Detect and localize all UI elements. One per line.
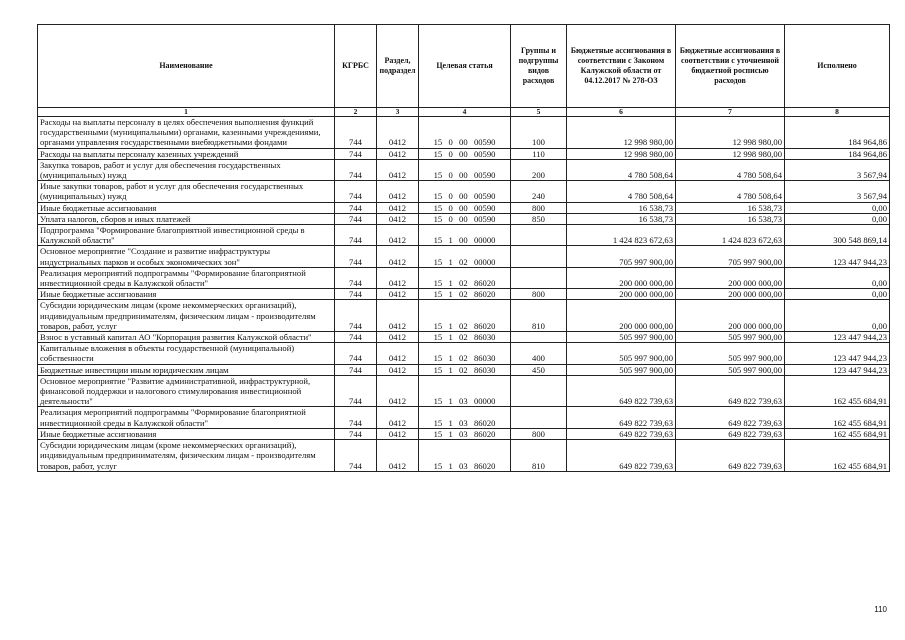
cell-executed: 162 455 684,91 [785,428,890,439]
cell-executed: 184 964,86 [785,117,890,149]
cell-approved: 12 998 980,00 [567,117,676,149]
cell-approved: 649 822 739,63 [567,428,676,439]
cell-kgrbs: 744 [335,159,377,180]
cell-executed: 3 567,94 [785,159,890,180]
cell-group [511,225,567,246]
cell-refined: 1 424 823 672,63 [676,225,785,246]
column-number: 4 [419,108,511,117]
cell-group: 100 [511,117,567,149]
cell-kgrbs: 744 [335,148,377,159]
column-number: 2 [335,108,377,117]
cell-name: Иные бюджетные ассигнования [38,428,335,439]
cell-refined: 649 822 739,63 [676,407,785,428]
cell-group: 110 [511,148,567,159]
table-row [38,440,890,472]
cell-group [511,375,567,407]
cell-name: Основное мероприятие "Развитие административной, инфраструктурной, финансовой поддержки и налогового стимулирования инвестиционной деятельности" [38,375,335,407]
cell-section: 0412 [377,289,419,300]
cell-refined: 16 538,73 [676,213,785,224]
cell-target: 15 1 02 86030 [419,332,511,343]
cell-name: Иные бюджетные ассигнования [38,202,335,213]
cell-target: 15 1 02 86020 [419,300,511,332]
cell-target: 15 1 02 00000 [419,246,511,267]
header-executed: Исполнено [785,25,890,108]
cell-group: 200 [511,159,567,180]
cell-group: 800 [511,428,567,439]
budget-table [37,24,890,472]
cell-approved: 505 997 900,00 [567,343,676,364]
cell-section: 0412 [377,117,419,149]
cell-approved: 12 998 980,00 [567,148,676,159]
cell-executed: 162 455 684,91 [785,375,890,407]
cell-section: 0412 [377,159,419,180]
cell-name: Капитальные вложения в объекты государственной (муниципальной) собственности [38,343,335,364]
column-number: 6 [567,108,676,117]
cell-group: 810 [511,440,567,472]
cell-refined: 12 998 980,00 [676,148,785,159]
cell-refined: 505 997 900,00 [676,332,785,343]
cell-name: Иные бюджетные ассигнования [38,289,335,300]
cell-group: 810 [511,300,567,332]
cell-kgrbs: 744 [335,375,377,407]
cell-approved: 505 997 900,00 [567,332,676,343]
cell-target: 15 1 02 86020 [419,267,511,288]
cell-executed: 123 447 944,23 [785,343,890,364]
cell-name: Реализация мероприятий подпрограммы "Формирование благоприятной инвестиционной среды в Калужской области" [38,407,335,428]
cell-target: 15 1 02 86030 [419,343,511,364]
cell-group: 450 [511,364,567,375]
cell-refined: 649 822 739,63 [676,440,785,472]
cell-group: 240 [511,181,567,202]
cell-group: 850 [511,213,567,224]
cell-refined: 649 822 739,63 [676,375,785,407]
table-row [38,159,890,180]
cell-name: Субсидии юридическим лицам (кроме некоммерческих организаций), индивидуальным предпринимателям, физическим лицам - производителям товаров, работ, услуг [38,300,335,332]
cell-refined: 505 997 900,00 [676,343,785,364]
cell-name: Основное мероприятие "Создание и развитие инфраструктуры индустриальных парков и особых экономических зон" [38,246,335,267]
cell-refined: 200 000 000,00 [676,267,785,288]
cell-name: Расходы на выплаты персоналу казенных учреждений [38,148,335,159]
cell-kgrbs: 744 [335,246,377,267]
cell-name: Закупка товаров, работ и услуг для обеспечения государственных (муниципальных) нужд [38,159,335,180]
cell-section: 0412 [377,364,419,375]
cell-refined: 200 000 000,00 [676,300,785,332]
cell-executed: 0,00 [785,267,890,288]
cell-target: 15 1 03 86020 [419,440,511,472]
cell-section: 0412 [377,225,419,246]
cell-target: 15 1 02 86020 [419,289,511,300]
cell-approved: 4 780 508,64 [567,159,676,180]
cell-kgrbs: 744 [335,267,377,288]
cell-section: 0412 [377,343,419,364]
cell-section: 0412 [377,181,419,202]
cell-target: 15 0 00 00590 [419,148,511,159]
cell-kgrbs: 744 [335,202,377,213]
cell-executed: 0,00 [785,289,890,300]
cell-section: 0412 [377,246,419,267]
header-section: Раздел, подраздел [377,25,419,108]
cell-target: 15 0 00 00590 [419,159,511,180]
cell-approved: 200 000 000,00 [567,267,676,288]
column-number: 1 [38,108,335,117]
table-row [38,246,890,267]
cell-group [511,332,567,343]
cell-executed: 123 447 944,23 [785,332,890,343]
column-number: 8 [785,108,890,117]
table-row [38,428,890,439]
cell-section: 0412 [377,332,419,343]
cell-name: Субсидии юридическим лицам (кроме некоммерческих организаций), индивидуальным предпринимателям, физическим лицам - производителям товаров, работ, услуг [38,440,335,472]
column-number-row [38,108,890,117]
cell-kgrbs: 744 [335,428,377,439]
cell-approved: 200 000 000,00 [567,289,676,300]
cell-target: 15 0 00 00590 [419,213,511,224]
cell-approved: 1 424 823 672,63 [567,225,676,246]
table-row [38,343,890,364]
cell-target: 15 1 03 00000 [419,375,511,407]
cell-kgrbs: 744 [335,364,377,375]
table-row [38,300,890,332]
cell-group: 800 [511,289,567,300]
cell-kgrbs: 744 [335,289,377,300]
cell-approved: 200 000 000,00 [567,300,676,332]
cell-section: 0412 [377,300,419,332]
cell-section: 0412 [377,148,419,159]
cell-kgrbs: 744 [335,213,377,224]
cell-name: Расходы на выплаты персоналу в целях обеспечения выполнения функций государственными (муниципальными) органами, казенными учреждениями, органами управления государственными внебюджетными фондами [38,117,335,149]
cell-executed: 123 447 944,23 [785,246,890,267]
cell-section: 0412 [377,428,419,439]
cell-approved: 649 822 739,63 [567,440,676,472]
header-target: Целевая статья [419,25,511,108]
cell-executed: 300 548 869,14 [785,225,890,246]
cell-kgrbs: 744 [335,300,377,332]
cell-target: 15 0 00 00590 [419,181,511,202]
cell-target: 15 1 03 86020 [419,428,511,439]
cell-refined: 4 780 508,64 [676,159,785,180]
cell-name: Иные закупки товаров, работ и услуг для обеспечения государственных (муниципальных) нужд [38,181,335,202]
page-number: 110 [874,605,887,614]
cell-group [511,407,567,428]
cell-section: 0412 [377,213,419,224]
cell-section: 0412 [377,202,419,213]
table-row [38,117,890,149]
table-row [38,332,890,343]
cell-refined: 200 000 000,00 [676,289,785,300]
cell-target: 15 1 02 86030 [419,364,511,375]
header-refined: Бюджетные ассигнования в соответствии с уточненной бюджетной росписью расходов [676,25,785,108]
cell-executed: 123 447 944,23 [785,364,890,375]
cell-group [511,246,567,267]
cell-name: Уплата налогов, сборов и иных платежей [38,213,335,224]
table-row [38,364,890,375]
cell-refined: 649 822 739,63 [676,428,785,439]
cell-kgrbs: 744 [335,181,377,202]
column-number: 7 [676,108,785,117]
cell-target: 15 1 00 00000 [419,225,511,246]
cell-section: 0412 [377,407,419,428]
cell-approved: 705 997 900,00 [567,246,676,267]
table-row [38,375,890,407]
table-row [38,407,890,428]
cell-group: 400 [511,343,567,364]
cell-refined: 16 538,73 [676,202,785,213]
cell-refined: 12 998 980,00 [676,117,785,149]
cell-section: 0412 [377,267,419,288]
cell-section: 0412 [377,440,419,472]
cell-approved: 4 780 508,64 [567,181,676,202]
cell-refined: 505 997 900,00 [676,364,785,375]
cell-approved: 505 997 900,00 [567,364,676,375]
header-name: Наименование [38,25,335,108]
cell-kgrbs: 744 [335,440,377,472]
cell-name: Бюджетные инвестиции иным юридическим лицам [38,364,335,375]
cell-kgrbs: 744 [335,343,377,364]
table-row [38,213,890,224]
table-row [38,148,890,159]
cell-target: 15 0 00 00590 [419,117,511,149]
cell-approved: 649 822 739,63 [567,375,676,407]
cell-section: 0412 [377,375,419,407]
table-row [38,289,890,300]
cell-executed: 0,00 [785,202,890,213]
cell-group: 800 [511,202,567,213]
cell-executed: 3 567,94 [785,181,890,202]
table-row [38,225,890,246]
cell-executed: 162 455 684,91 [785,407,890,428]
cell-name: Взнос в уставный капитал АО "Корпорация развития Калужской области" [38,332,335,343]
cell-target: 15 0 00 00590 [419,202,511,213]
cell-approved: 16 538,73 [567,202,676,213]
cell-executed: 162 455 684,91 [785,440,890,472]
cell-executed: 184 964,86 [785,148,890,159]
cell-kgrbs: 744 [335,225,377,246]
cell-name: Подпрограмма "Формирование благоприятной инвестиционной среды в Калужской области" [38,225,335,246]
cell-name: Реализация мероприятий подпрограммы "Формирование благоприятной инвестиционной среды в Калужской области" [38,267,335,288]
cell-approved: 16 538,73 [567,213,676,224]
cell-refined: 4 780 508,64 [676,181,785,202]
cell-kgrbs: 744 [335,332,377,343]
cell-target: 15 1 03 86020 [419,407,511,428]
cell-group [511,267,567,288]
table-row [38,202,890,213]
cell-refined: 705 997 900,00 [676,246,785,267]
column-number: 3 [377,108,419,117]
column-number: 5 [511,108,567,117]
cell-approved: 649 822 739,63 [567,407,676,428]
cell-executed: 0,00 [785,300,890,332]
header-kgrbs: КГРБС [335,25,377,108]
header-approved: Бюджетные ассигнования в соответствии с Законом Калужской области от 04.12.2017 № 278-ОЗ [567,25,676,108]
cell-kgrbs: 744 [335,407,377,428]
table-body [38,117,890,472]
table-row [38,267,890,288]
cell-executed: 0,00 [785,213,890,224]
header-groups: Группы и подгруппы видов расходов [511,25,567,108]
cell-kgrbs: 744 [335,117,377,149]
header-row [38,25,890,108]
table-row [38,181,890,202]
